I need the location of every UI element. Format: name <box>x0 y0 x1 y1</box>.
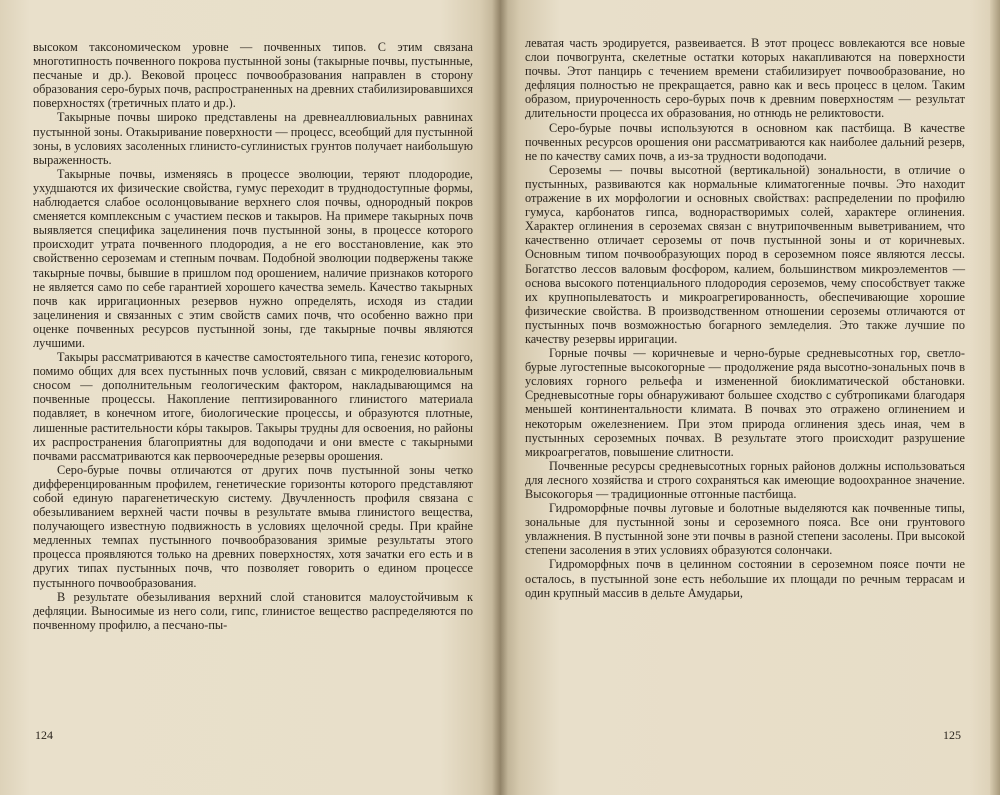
paragraph: Горные почвы — коричневые и черно-бурые средневысотных гор, светло-бурые лугостепные высокогорные — продолжение ряда высотно-зональных почв в условиях горного рельефа и измененной биоклиматической обстановки. Средневысотные горы обнаруживают большее сходство с субтропиками благодаря меньшей континентальности климата. В почвах это отражено оглинением и некоторым ожелезнением. При этом природа оглинения здесь иная, чем в пустынных сероземных почвах. В результате этого происходит разрушение микроагрегатов, повышение слитности. <box>525 346 965 459</box>
left-page-text <box>33 40 473 632</box>
page-edge <box>990 0 1000 795</box>
paragraph: Такырные почвы, изменяясь в процессе эволюции, теряют плодородие, ухудшаются их физические свойства, гумус переходит в труднодоступные формы, наблюдается слабое осолонцовывание верхнего слоя почвы, однородный покров сменяется комплексным с участием песков и такыров. На примере такырных почв выявляется специфика зацелинения почв пустынной зоны, в процессе которого происходит утрата почвенного плодородия, а не его восстановление, как это свойственно сероземам и степным почвам. Подобной эволюции подвержены также такырные почвы, бывшие в пришлом под орошением, наличие признаков которого не является само по себе гарантией хорошего качества земель. Качество такырных почв как ирригационных резервов нужно определять, исходя из стадии зацелинения и связанных с этим свойств самих почв, что особенно важно при оценке почвенных ресурсов пустынной зоны, где такырные почвы являются лучшими. <box>33 166 473 350</box>
paragraph: Гидроморфные почвы луговые и болотные выделяются как почвенные типы, зональные для пустынной зоны и сероземного пояса. Все они грунтового увлажнения. В пустынной зоне эти почвы в разной степени засолены. При высокой степени засоления в этих условиях образуются солончаки. <box>525 501 965 558</box>
paragraph: Серо-бурые почвы отличаются от других почв пустынной зоны четко дифференцированным профилем, генетические горизонты которого представляют собой единую парагенетическую систему. Двучленность профиля связана с обезыливанием верхней части почвы в результате вмыва глинистого вещества, получающего известную подвижность в условиях щелочной среды. При крайне медленных темпах пустынного почвообразования зримые результаты этого процесса проявляются только на древних поверхностях, хотя зачатки его есть и в других типах пустынных почв, что позволяет говорить о едином процессе пустынного почвообразования. <box>33 462 473 590</box>
right-page-text <box>525 36 965 600</box>
right-page <box>500 0 1000 795</box>
paragraph: Гидроморфных почв в целинном состоянии в сероземном поясе почти не осталось, в пустынной зоне есть небольшие их площади по речным террасам и один крупный массив в дельте Амударьи, <box>525 557 965 600</box>
paragraph: Почвенные ресурсы средневысотных горных районов должны использоваться для лесного хозяйства и строго сохраняться как имеющие водоохранное значение. Высокогорья — традиционные отгонные пастбища. <box>525 458 965 501</box>
paragraph: высоком таксономическом уровне — почвенных типов. С этим связана многотипность почвенного покрова пустынной зоны (такырные почвы, пустынные, песчаные и др.). Вековой процесс почвообразования направлен в сторону образования серо-бурых почв, распространенных на древних стабилизировавшихся поверхностях (третичных плато и др.). <box>33 40 473 111</box>
page-number: 125 <box>943 728 961 742</box>
paragraph: Серо-бурые почвы используются в основном как пастбища. В качестве почвенных ресурсов орошения они рассматриваются как наиболее дальний резерв, не по качеству самих почв, а из-за трудности водоподачи. <box>525 120 965 163</box>
paragraph: Сероземы — почвы высотной (вертикальной) зональности, в отличие о пустынных, развиваются как нормальные климатогенные почвы. Это находит отражение в их морфологии и основных свойствах: распределении по профилю гумуса, карбонатов гипса, воднорастворимых солей, характере оглинения. Характер оглинения в сероземах связан с внутрипочвенным выветриванием, что качественно отличает сероземы от почв пустынной зоны и от коричневых. Основным типом почвообразующих пород в сероземном поясе являются лессы. Богатство лессов валовым фосфором, калием, большинством микроэлементов — основа высокого потенциального плодородия сероземов, чему способствует также их крупнопылеватость и микроагрегированность, обеспечивающие хорошие физические свойства. В производственном отношении сероземы отличаются от пустынных почв возможностью богарного земледелия. Это также лучшие по качеству резервы ирригации. <box>525 162 965 346</box>
paragraph: В результате обезыливания верхний слой становится малоустойчивым к дефляции. Выносимые из него соли, гипс, глинистое вещество распределяются по почвенному профилю, а песчано-пы- <box>33 589 473 632</box>
paragraph: леватая часть эродируется, развеивается. В этот процесс вовлекаются все новые слои почвогрунта, скелетные остатки которых накапливаются на поверхности почвы. Этот панцирь с течением времени стабилизирует почвообразование, но дефляция полностью не прекращается, равно как и весь процесс в целом. Таким образом, приуроченность серо-бурых почв к древним поверхностям — результат длительности процесса их образования, но отнюдь не реликтовости. <box>525 36 965 121</box>
book-gutter <box>492 0 508 795</box>
page-number: 124 <box>35 728 53 742</box>
paragraph: Такыры рассматриваются в качестве самостоятельного типа, генезис которого, помимо общих для всех пустынных почв условий, связан с микроделювиальным сносом — дополнительным геологическим фактором, накладывающимся на почвенные процессы. Накопление пептизированного глинистого материала подавляет, в конечном итоге, биологические процессы, и образуются плотные, лишенные растительности кóры такыров. Такыры трудны для освоения, но районы их распространения благоприятны для водоподачи и они вместе с такырными почвами рассматриваются как первоочередные резервы орошения. <box>33 350 473 463</box>
paragraph: Такырные почвы широко представлены на древнеаллювиальных равнинах пустынной зоны. Отакыривание поверхности — процесс, всеобщий для пустынной зоны, в условиях засоленных глинисто-суглинистых грунтов получает наибольшую выраженность. <box>33 110 473 167</box>
